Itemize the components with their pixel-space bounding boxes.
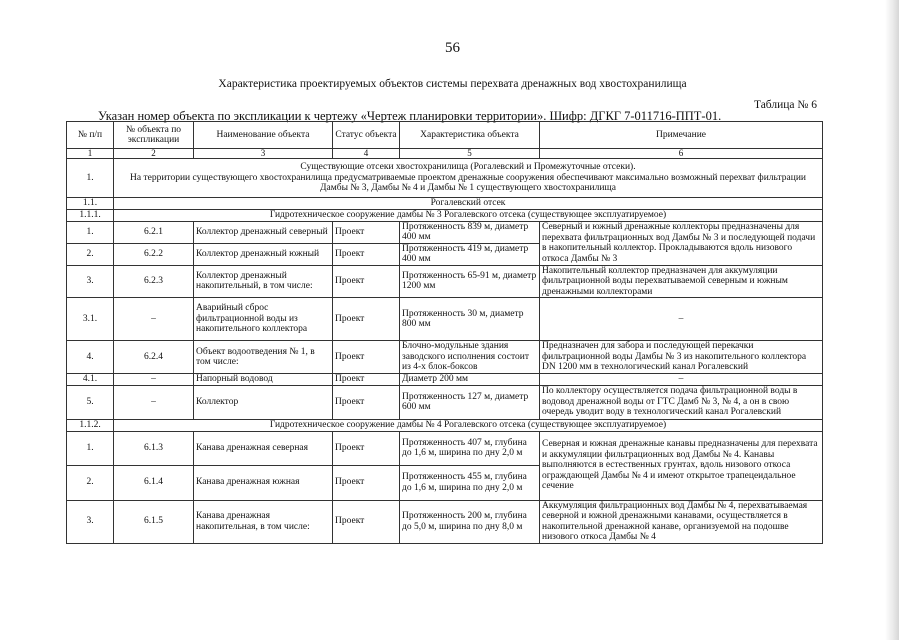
row-expl: 6.2.2 xyxy=(114,243,194,265)
row-status: Проект xyxy=(333,374,400,386)
section-num: 1.1. xyxy=(67,198,114,210)
header-characteristic: Характеристика объекта xyxy=(400,122,540,149)
row-status: Проект xyxy=(333,341,400,374)
row-name: Коллектор дренажный северный xyxy=(194,221,333,243)
row-characteristic: Блочно-модульные здания заводского исполнения состоит из 4-х блок-боксов xyxy=(400,341,540,374)
section-text-line1: Существующие отсеки хвостохранилища (Рогалевский и Промежуточные отсеки). xyxy=(300,162,636,173)
row-name: Объект водоотведения № 1, в том числе: xyxy=(194,341,333,374)
row-note: Накопительный коллектор предназначен для аккумуляции фильтрационной воды перехватываемой северным и южным дренажными коллекторами xyxy=(540,265,823,298)
column-number-row xyxy=(67,149,823,159)
row-name: Канава дренажная южная xyxy=(194,465,333,500)
table-row xyxy=(67,431,823,465)
row-num: 2. xyxy=(67,465,114,500)
header-status: Статус объекта xyxy=(333,122,400,149)
row-name: Канава дренажная накопительная, в том числе: xyxy=(194,500,333,543)
row-note: Северный и южный дренажные коллекторы предназначены для перехвата фильтрационных вод Дамбы № 3 и последующей подачи в накопительный коллектор. Прокладываются вдоль низового откоса Дамбы № 3 xyxy=(540,221,823,265)
row-num: 3. xyxy=(67,500,114,543)
header-note: Примечание xyxy=(540,122,823,149)
header-expl: № объекта по экспликации xyxy=(114,122,194,149)
objects-table xyxy=(66,121,823,544)
section-num: 1.1.1. xyxy=(67,209,114,221)
section-num: 1. xyxy=(67,159,114,198)
row-num: 3. xyxy=(67,265,114,298)
header-name: Наименование объекта xyxy=(194,122,333,149)
section-text xyxy=(114,159,823,198)
row-status: Проект xyxy=(333,385,400,419)
colnum-6: 6 xyxy=(540,149,823,159)
colnum-4: 4 xyxy=(333,149,400,159)
row-characteristic: Протяженность 65-91 м, диаметр 1200 мм xyxy=(400,265,540,298)
section-text: Рогалевский отсек xyxy=(114,198,823,210)
row-name: Коллектор xyxy=(194,385,333,419)
row-expl: 6.1.5 xyxy=(114,500,194,543)
row-status: Проект xyxy=(333,431,400,465)
row-expl: – xyxy=(114,374,194,386)
colnum-2: 2 xyxy=(114,149,194,159)
table-row xyxy=(67,265,823,298)
section-text-line2: На территории существующего хвостохранилища предусматриваемые проектом дренажные сооружения обеспечивают максимально возможный перехват фильтрации Дамбы № 3, Дамбы № 4 и Дамбы № 1 существующего хвостохранилища xyxy=(130,172,806,194)
row-note: По коллектору осуществляется подача фильтрационной воды в водовод дренажной воды от ГТС Дамб № 3, № 4, а он в свою очередь уводит воду в технологический канал Рогалевский xyxy=(540,385,823,419)
row-num: 4.1. xyxy=(67,374,114,386)
row-status: Проект xyxy=(333,243,400,265)
row-name: Напорный водовод xyxy=(194,374,333,386)
row-num: 5. xyxy=(67,385,114,419)
row-status: Проект xyxy=(333,265,400,298)
section-text: Гидротехническое сооружение дамбы № 3 Рогалевского отсека (существующее эксплуатируемое) xyxy=(114,209,823,221)
row-name: Аварийный сброс фильтрационной воды из накопительного коллектора xyxy=(194,298,333,341)
table-row xyxy=(67,221,823,243)
row-status: Проект xyxy=(333,500,400,543)
row-expl: 6.1.3 xyxy=(114,431,194,465)
colnum-1: 1 xyxy=(67,149,114,159)
section-num: 1.1.2. xyxy=(67,419,114,431)
row-expl: 6.2.3 xyxy=(114,265,194,298)
row-name: Коллектор дренажный накопительный, в том числе: xyxy=(194,265,333,298)
row-characteristic: Протяженность 839 м, диаметр 400 мм xyxy=(400,221,540,243)
row-expl: 6.2.4 xyxy=(114,341,194,374)
section-row-1-1-2 xyxy=(67,419,823,431)
row-note: Северная и южная дренажные канавы предназначены для перехвата и аккумуляции фильтрационных вод Дамбы № 4. Канавы выполняются в естественных грунтах, вдоль низового откоса ограждающей Дамбы № 4 и имеют открытое трапецеидальное сечение xyxy=(540,431,823,500)
section-row-existing xyxy=(67,159,823,198)
row-num: 4. xyxy=(67,341,114,374)
row-name: Канава дренажная северная xyxy=(194,431,333,465)
row-characteristic: Протяженность 127 м, диаметр 600 мм xyxy=(400,385,540,419)
row-status: Проект xyxy=(333,465,400,500)
row-num: 1. xyxy=(67,221,114,243)
colnum-3: 3 xyxy=(194,149,333,159)
row-characteristic: Протяженность 407 м, глубина до 1,6 м, ширина по дну 2,0 м xyxy=(400,431,540,465)
row-characteristic: Протяженность 419 м, диаметр 400 мм xyxy=(400,243,540,265)
table-header-row xyxy=(67,122,823,149)
colnum-5: 5 xyxy=(400,149,540,159)
row-status: Проект xyxy=(333,298,400,341)
table-row xyxy=(67,374,823,386)
row-num: 3.1. xyxy=(67,298,114,341)
row-status: Проект xyxy=(333,221,400,243)
row-characteristic: Протяженность 200 м, глубина до 5,0 м, ширина по дну 8,0 м xyxy=(400,500,540,543)
table-row xyxy=(67,341,823,374)
row-note: Предназначен для забора и последующей перекачки фильтрационной воды Дамбы № 3 из накопительного коллектора DN 1200 мм в технологический канал Рогалевский xyxy=(540,341,823,374)
row-note: – xyxy=(540,298,823,341)
section-text: Гидротехническое сооружение дамбы № 4 Рогалевского отсека (существующее эксплуатируемое) xyxy=(114,419,823,431)
section-row-1-1 xyxy=(67,198,823,210)
row-expl: 6.1.4 xyxy=(114,465,194,500)
table-number: Таблица № 6 xyxy=(753,99,817,111)
row-num: 2. xyxy=(67,243,114,265)
table-subtitle: Указан номер объекта по экспликации к чертежу «Чертеж планировки территории». Шифр: ДГКГ 7-011716-ППТ-01. xyxy=(98,109,722,123)
table-row xyxy=(67,385,823,419)
row-note: – xyxy=(540,374,823,386)
row-characteristic: Протяженность 455 м, глубина до 1,6 м, ширина по дну 2,0 м xyxy=(400,465,540,500)
row-expl: – xyxy=(114,385,194,419)
page-number: 56 xyxy=(445,40,460,56)
row-num: 1. xyxy=(67,431,114,465)
row-note: Аккумуляция фильтрационных вод Дамбы № 4, перехватываемая северной и южной дренажными канавами, осуществляется в накопительной дренажной канаве, организуемой на подошве низового откоса Дамбы № 4 xyxy=(540,500,823,543)
row-characteristic: Диаметр 200 мм xyxy=(400,374,540,386)
row-characteristic: Протяженность 30 м, диаметр 800 мм xyxy=(400,298,540,341)
table-row xyxy=(67,298,823,341)
row-name: Коллектор дренажный южный xyxy=(194,243,333,265)
row-expl: – xyxy=(114,298,194,341)
scan-edge-shadow xyxy=(885,0,899,640)
document-title: Характеристика проектируемых объектов системы перехвата дренажных вод хвостохранилища xyxy=(218,78,687,90)
table-row xyxy=(67,500,823,543)
row-expl: 6.2.1 xyxy=(114,221,194,243)
section-row-1-1-1 xyxy=(67,209,823,221)
header-num: № п/п xyxy=(67,122,114,149)
